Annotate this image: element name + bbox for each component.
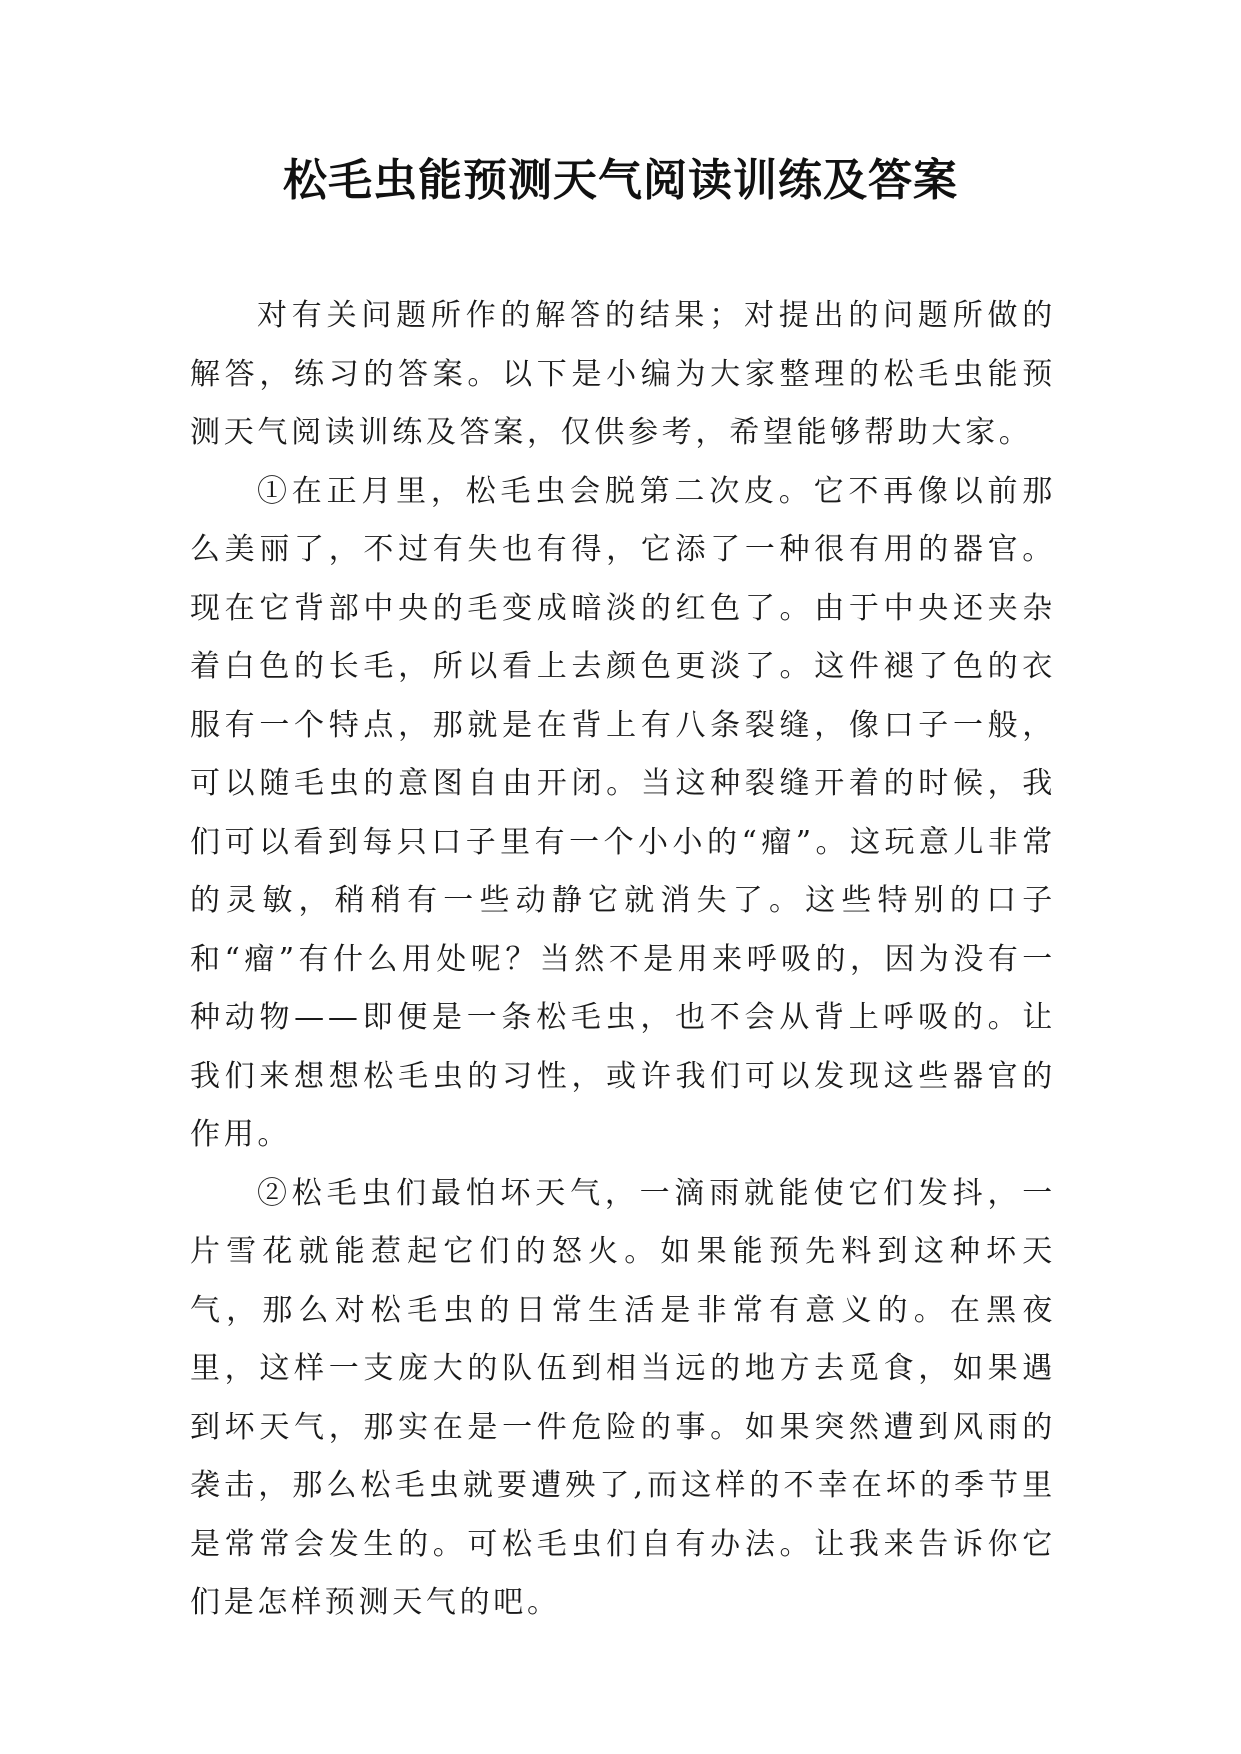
paragraph-2: ②松毛虫们最怕坏天气，一滴雨就能使它们发抖，一片雪花就能惹起它们的怒火。如果能预先料到这种坏天气，那么对松毛虫的日常生活是非常有意义的。在黑夜里，这样一支庞大的队伍到相当远的地方去觅食，如果遇到坏天气，那实在是一件危险的事。如果突然遭到风雨的袭击，那么松毛虫就要遭殃了,而这样的不幸在坏的季节里是常常会发生的。可松毛虫们自有办法。让我来告诉你它们是怎样预测天气的吧。 <box>190 1175 1056 1620</box>
document-body <box>190 287 1056 1633</box>
document-title: 松毛虫能预测天气阅读训练及答案 <box>283 155 958 206</box>
intro-paragraph: 对有关问题所作的解答的结果；对提出的问题所做的解答，练习的答案。以下是小编为大家整理的松毛虫能预测天气阅读训练及答案，仅供参考，希望能够帮助大家。 <box>190 298 1056 450</box>
paragraph-1: ①在正月里，松毛虫会脱第二次皮。它不再像以前那么美丽了，不过有失也有得，它添了一种很有用的器官。现在它背部中央的毛变成暗淡的红色了。由于中央还夹杂着白色的长毛，所以看上去颜色更淡了。这件褪了色的衣服有一个特点，那就是在背上有八条裂缝，像口子一般，可以随毛虫的意图自由开闭。当这种裂缝开着的时候，我们可以看到每只口子里有一个小小的“瘤”。这玩意儿非常的灵敏，稍稍有一些动静它就消失了。这些特别的口子和“瘤”有什么用处呢？当然不是用来呼吸的，因为没有一种动物——即便是一条松毛虫，也不会从背上呼吸的。让我们来想想松毛虫的习性，或许我们可以发现这些器官的作用。 <box>190 473 1056 1152</box>
